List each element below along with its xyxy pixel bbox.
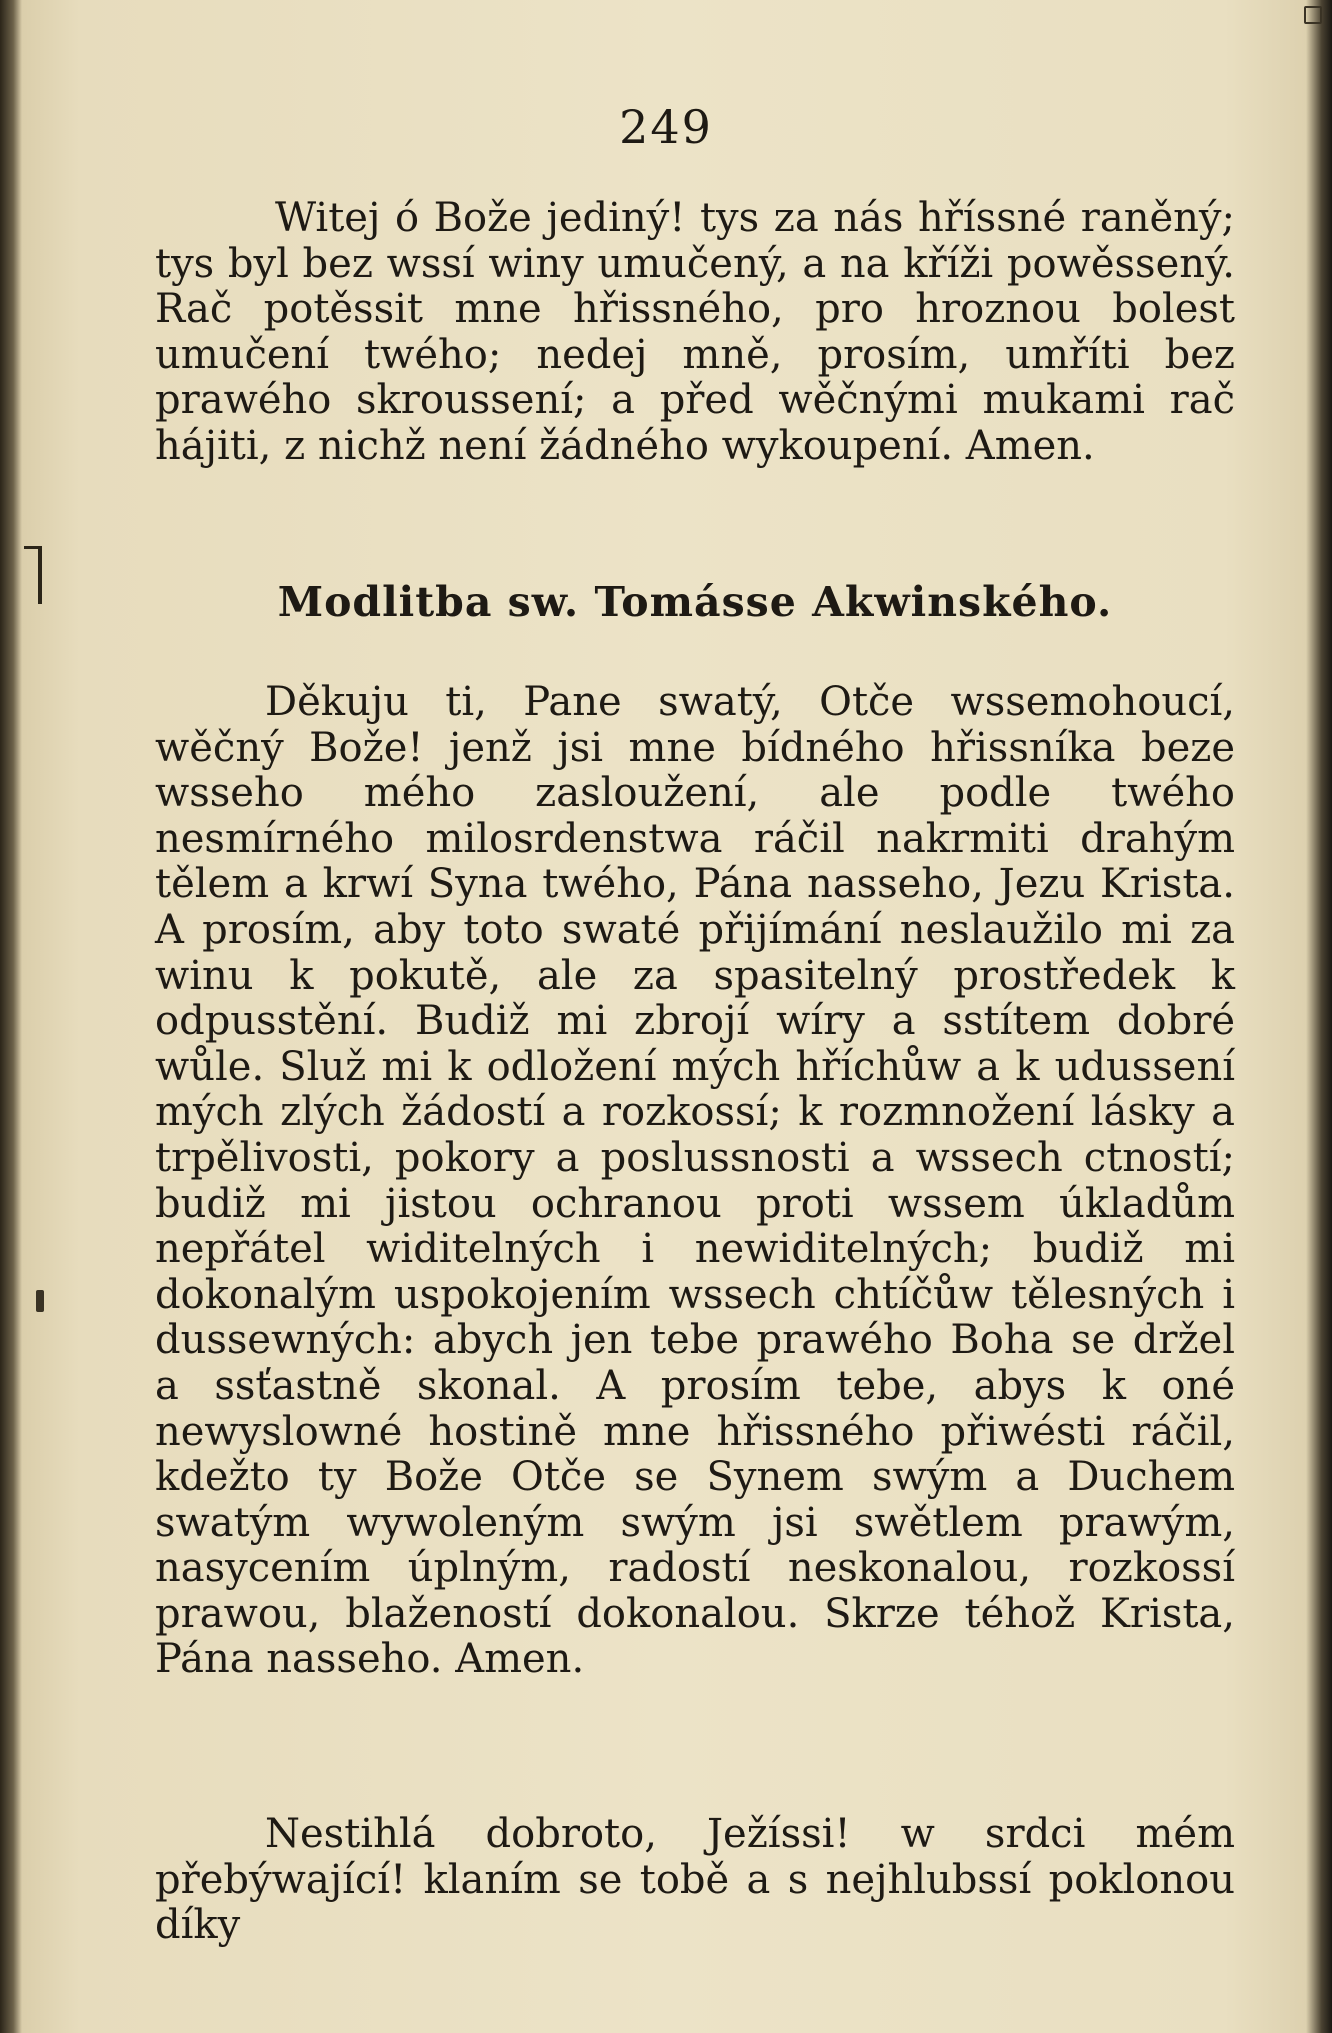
prayer-paragraph-1 xyxy=(155,196,1235,470)
paragraph-text: Nestihlá dobroto, Ježíssi! w srdci mém přebýwající! klaním se tobě a s nejhlubssí poklonou díky xyxy=(155,1811,1235,1949)
margin-smudge xyxy=(36,1290,44,1312)
prayer-paragraph-3 xyxy=(155,1812,1235,1949)
page-edge-shadow xyxy=(1306,0,1332,2033)
spine-shadow xyxy=(0,0,22,2033)
page-number: 249 xyxy=(619,100,713,154)
corner-mark xyxy=(1304,6,1322,24)
margin-bracket xyxy=(38,548,42,604)
paragraph-text: Děkuju ti, Pane swatý, Otče wssemohoucí, wěčný Bože! jenž jsi mne bídného hřissníka beze wsseho mého zasloužení, ale podle twého nesmírného milosrdenstwa ráčil nakrmiti drahým tělem a krwí Syna twého, Pána nasseho, Jezu Krista. A prosím, aby toto swaté přijímání neslaužilo mi za winu k pokutě, ale za spasitelný prostředek k odpusstění. Budiž mi zbrojí wíry a sstítem dobré wůle. Služ mi k odložení mých hříchůw a k udussení mých zlých žádostí a rozkossí; k rozmnožení lásky a trpělivosti, pokory a poslussnosti a wssech ctností; budiž mi jistou ochranou proti wssem úkladům nepřátel widitelných i newiditelných; budiž mi dokonalým uspokojením wssech chtíčůw tělesných i dussewných: abych jen tebe prawého Boha se držel a ssťastně skonal. A prosím tebe, abys k oné newyslowné hostině mne hřissného přiwésti ráčil, kdežto ty Bože Otče se Synem swým a Duchem swatým wywoleným swým jsi swětlem prawým, nasycením úplným, radostí neskonalou, rozkossí prawou, blažeností dokonalou. Skrze téhož Krista, Pána nasseho. Amen. xyxy=(155,679,1235,1683)
section-heading: Modlitba sw. Tomásse Akwinského. xyxy=(277,578,1113,626)
prayer-paragraph-2 xyxy=(155,680,1235,1683)
paragraph-text: Witej ó Bože jediný! tys za nás hříssné raněný; tys byl bez wssí winy umučený, a na kříži powěssený. Rač potěssit mne hřissného, pro hroznou bolest umučení twého; nedej mně, prosím, umříti bez prawého skroussení; a před wěčnými mukami rač hájiti, z nichž není žádného wykoupení. Amen. xyxy=(155,195,1235,469)
